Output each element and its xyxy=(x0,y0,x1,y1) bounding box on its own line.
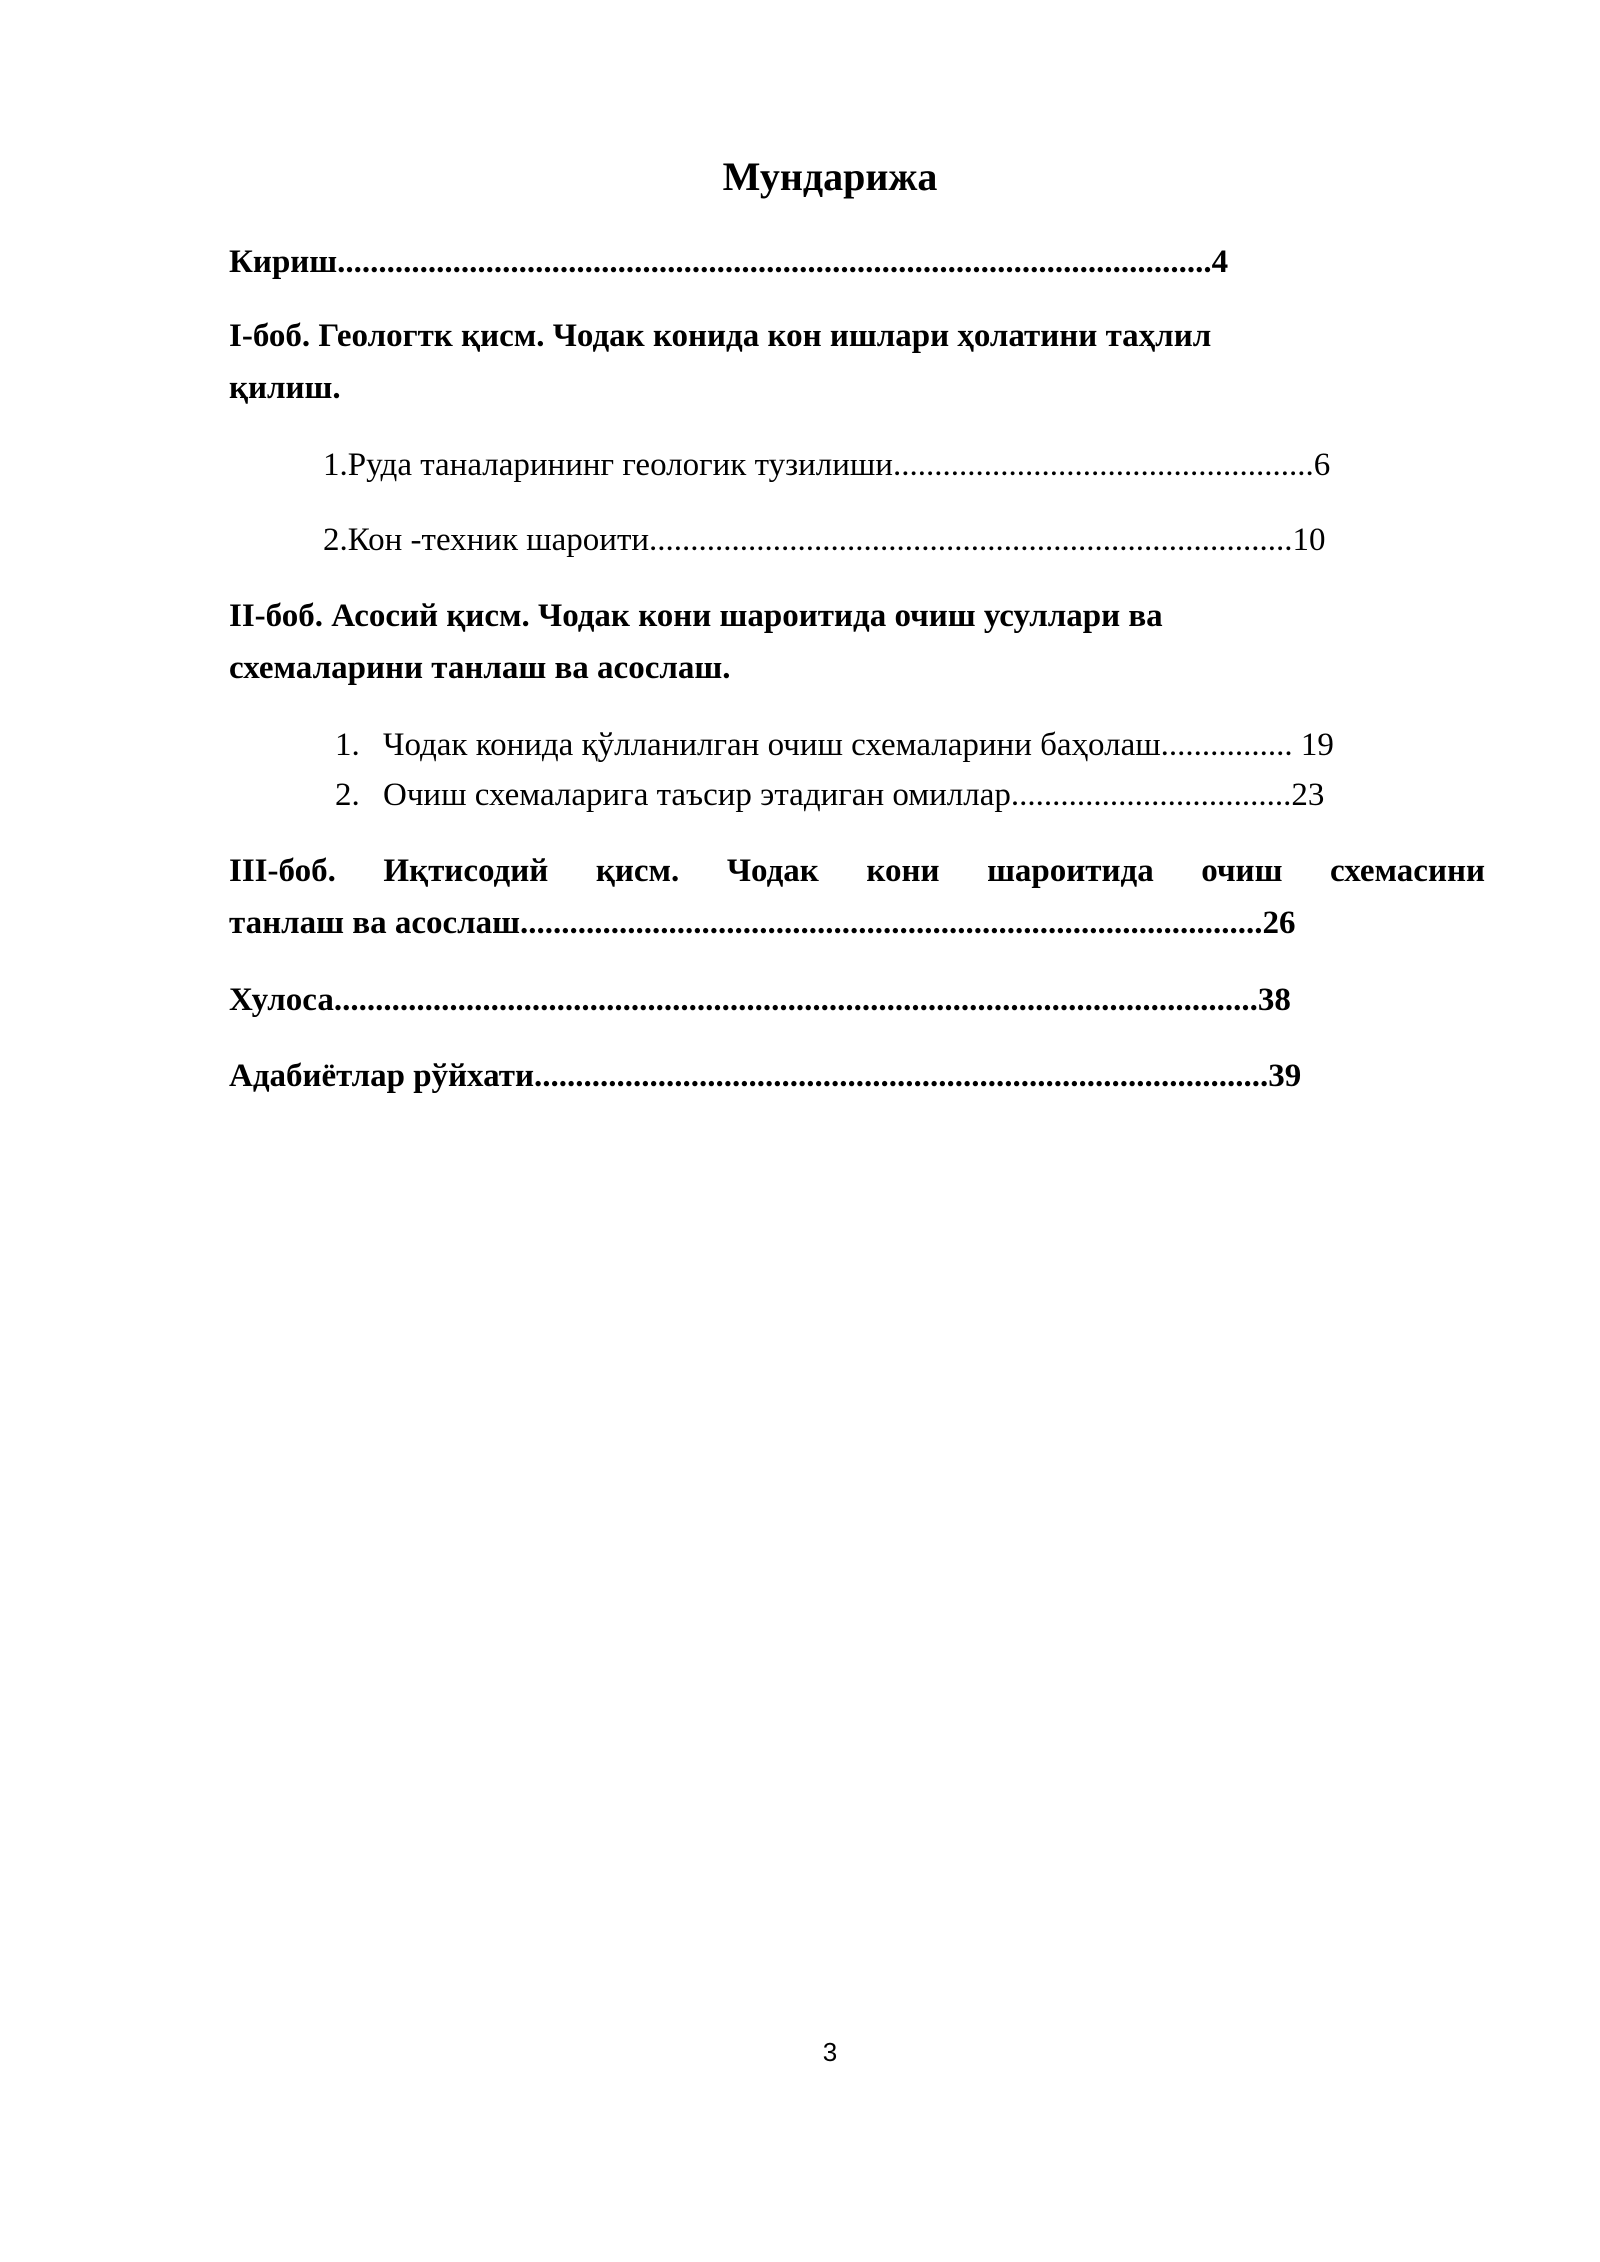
toc-chapter1-item1: 1.Руда таналарининг геологик тузилиши...................................................6 xyxy=(323,447,1331,483)
toc-chapter2-heading-line2: схемаларини танлаш ва асослаш. xyxy=(229,650,731,686)
toc-chapter2-item1 xyxy=(335,720,1334,770)
page-title: Мундарижа xyxy=(722,154,938,199)
list-item-text: Чодак конида қўлланилган очиш схемаларини баҳолаш................ 19 xyxy=(383,727,1334,763)
toc-entry-references: Адабиётлар рўйхати.........................................................................................39 xyxy=(229,1058,1302,1094)
toc-chapter2-heading-line1: II-боб. Асосий қисм. Чодак кони шароитида очиш усуллари ва xyxy=(229,598,1163,634)
toc-chapter1-heading-line1: I-боб. Геологтк қисм. Чодак конида кон ишлари ҳолатини таҳлил xyxy=(229,318,1212,354)
list-item-text: Очиш схемаларига таъсир этадиган омиллар..................................23 xyxy=(383,777,1325,813)
toc-entry-conclusion: Хулоса................................................................................................................38 xyxy=(229,982,1291,1018)
page-number: 3 xyxy=(822,2037,838,2067)
toc-chapter2-item2 xyxy=(335,770,1324,820)
toc-chapter1-heading-line2: қилиш. xyxy=(229,370,341,406)
toc-chapter1-item2: 2.Кон -техник шароити..............................................................................10 xyxy=(323,522,1326,558)
list-number: 2. xyxy=(335,777,360,813)
toc-entry-intro: Кириш..........................................................................................................4 xyxy=(229,244,1229,280)
list-number: 1. xyxy=(335,727,360,763)
toc-chapter3-heading-line2: танлаш ва асослаш..........................................................................................26 xyxy=(229,905,1296,941)
toc-chapter3-heading-line1: III-боб. Иқтисодий қисм. Чодак кони шароитида очиш схемасини xyxy=(229,853,1485,889)
